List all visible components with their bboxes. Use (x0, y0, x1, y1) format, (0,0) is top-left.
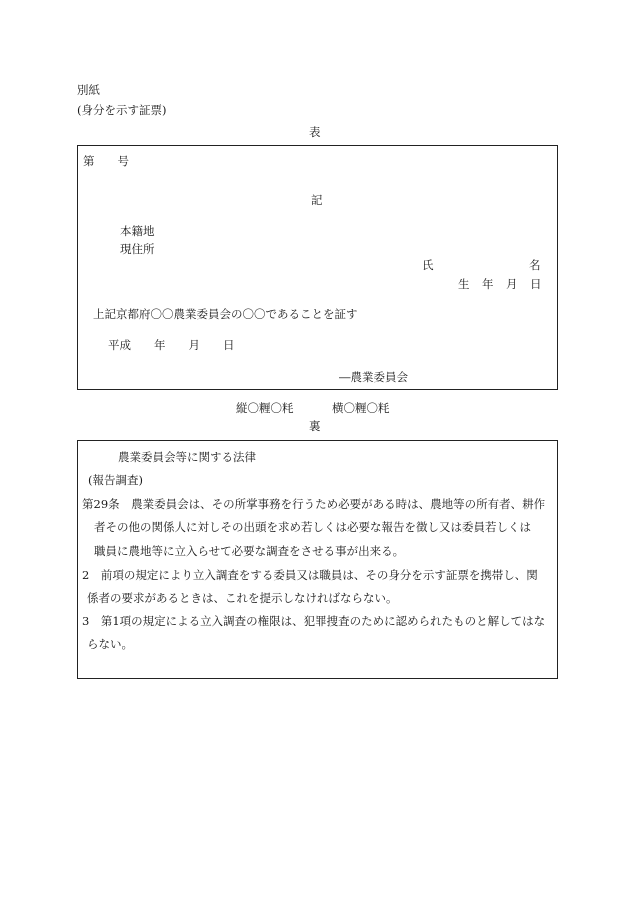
issue-date-line: 平成 年 月 日 (108, 338, 235, 352)
front-card (77, 145, 558, 390)
size-vertical: 縦〇糎〇粍 (236, 401, 294, 415)
paragraph-3-line-1: 3 第1項の規定による立入調査の権限は、犯罪捜査のために認められたものと解してはな (82, 614, 546, 628)
back-card (77, 440, 558, 679)
birth-year-label: 年 (482, 277, 494, 291)
paragraph-2-line-1: 2 前項の規定により立入調査をする委員又は職員は、その身分を示す証票を携帯し、関 (82, 568, 538, 582)
ki-heading: 記 (311, 193, 323, 207)
birth-month-label: 月 (506, 277, 518, 291)
genjusho-label: 現住所 (120, 242, 155, 256)
document-title: (身分を示す証票) (77, 103, 167, 117)
birth-sei-label: 生 (458, 277, 470, 291)
honseki-label: 本籍地 (120, 224, 155, 238)
name-mei-label: 名 (529, 258, 541, 272)
article-29-line-3: 職員に農地等に立入らせて必要な調査をさせる事が出来る。 (94, 544, 405, 558)
certification-text: 上記京都府〇〇農業委員会の〇〇であることを証す (93, 307, 358, 321)
size-horizontal: 横〇糎〇粍 (332, 401, 390, 415)
section-heading: (報告調査) (88, 473, 143, 487)
back-side-label: 裏 (309, 419, 321, 433)
law-title: 農業委員会等に関する法律 (118, 450, 256, 464)
card-number-line: 第 号 (83, 154, 129, 168)
paragraph-3-line-2: らない。 (87, 637, 133, 651)
attachment-label: 別紙 (77, 83, 100, 97)
paragraph-2-line-2: 係者の要求があるときは、これを提示しなければならない。 (87, 591, 398, 605)
article-29-line-1: 第29条 農業委員会は、その所掌事務を行うため必要がある時は、農地等の所有者、耕作 (82, 497, 546, 511)
name-shi-label: 氏 (422, 258, 434, 272)
article-29-line-2: 者その他の関係人に対しその出頭を求め若しくは必要な報告を徴し又は委員若しくは (94, 520, 531, 534)
committee-name: ―農業委員会 (339, 370, 408, 384)
birth-day-label: 日 (530, 277, 542, 291)
front-side-label: 表 (309, 125, 321, 139)
